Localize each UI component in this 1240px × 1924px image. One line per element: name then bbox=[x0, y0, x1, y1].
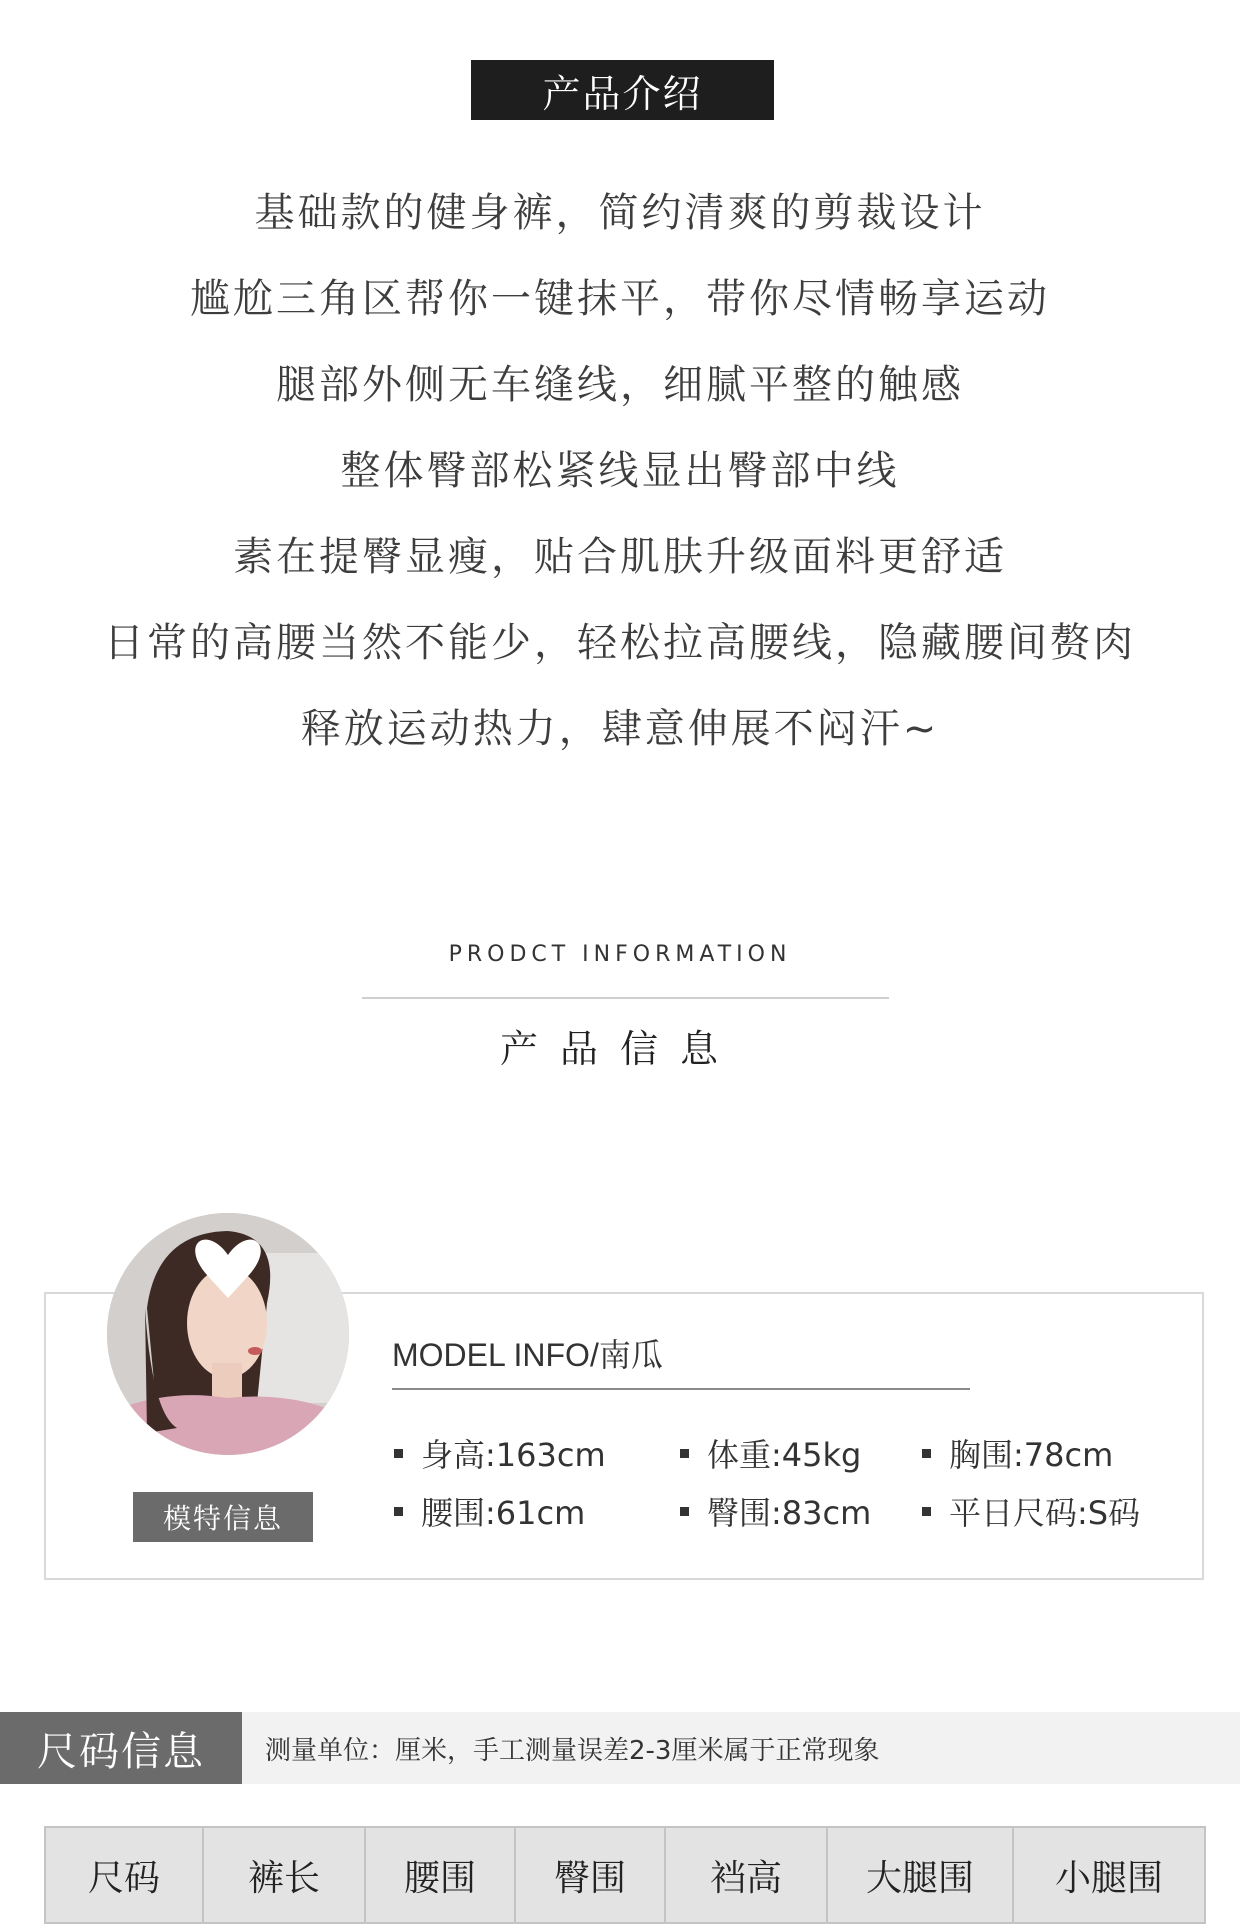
model-info-tag: 模特信息 bbox=[133, 1492, 313, 1542]
size-table-header: 裤长 bbox=[203, 1827, 365, 1923]
model-stat-text: 腰围:61cm bbox=[421, 1494, 586, 1532]
intro-line: 腿部外侧无车缝线，细腻平整的触感 bbox=[276, 362, 964, 408]
bullet-icon bbox=[394, 1507, 403, 1516]
bullet-icon bbox=[680, 1449, 689, 1458]
intro-line: 尴尬三角区帮你一键抹平，带你尽情畅享运动 bbox=[190, 276, 1050, 322]
model-info-title: MODEL INFO/南瓜 bbox=[392, 1337, 663, 1373]
size-table-header: 尺码 bbox=[45, 1827, 203, 1923]
size-table-header: 腰围 bbox=[365, 1827, 515, 1923]
section-title-product-intro: 产品介绍 bbox=[471, 60, 774, 120]
model-stats bbox=[392, 1433, 1182, 1531]
intro-line: 基础款的健身裤，简约清爽的剪裁设计 bbox=[254, 190, 986, 236]
model-stat bbox=[678, 1433, 920, 1473]
model-stat-text: 体重:45kg bbox=[707, 1436, 862, 1474]
model-stat-text: 身高:163cm bbox=[421, 1436, 606, 1474]
product-intro-text bbox=[0, 180, 1240, 782]
model-avatar bbox=[107, 1213, 349, 1455]
intro-line: 释放运动热力，肆意伸展不闷汗~ bbox=[300, 706, 940, 752]
size-table-header: 小腿围 bbox=[1013, 1827, 1205, 1923]
size-table-header: 裆高 bbox=[665, 1827, 827, 1923]
bullet-icon bbox=[922, 1449, 931, 1458]
intro-line: 素在提臀显瘦，贴合肌肤升级面料更舒适 bbox=[233, 534, 1007, 580]
size-info-note: 测量单位：厘米，手工测量误差2-3厘米属于正常现象 bbox=[265, 1735, 880, 1766]
model-stat-text: 胸围:78cm bbox=[949, 1436, 1114, 1474]
model-stat bbox=[920, 1491, 1182, 1531]
model-stat-text: 臀围:83cm bbox=[707, 1494, 872, 1532]
intro-line: 整体臀部松紧线显出臀部中线 bbox=[340, 448, 900, 494]
model-stat bbox=[392, 1491, 678, 1531]
product-info-cn-title: 产品信息 bbox=[499, 1027, 740, 1071]
size-info-label: 尺码信息 bbox=[0, 1712, 242, 1784]
divider bbox=[362, 997, 889, 999]
bullet-icon bbox=[922, 1507, 931, 1516]
model-stat-text: 平日尺码:S码 bbox=[949, 1494, 1141, 1532]
size-table-header: 臀围 bbox=[515, 1827, 665, 1923]
size-table-header: 大腿围 bbox=[827, 1827, 1013, 1923]
model-stat bbox=[920, 1433, 1182, 1473]
size-table bbox=[44, 1826, 1206, 1924]
model-stat bbox=[678, 1491, 920, 1531]
model-stat bbox=[392, 1433, 678, 1473]
bullet-icon bbox=[680, 1507, 689, 1516]
size-table-header-row bbox=[45, 1827, 1205, 1923]
product-info-en-title: PRODCT INFORMATION bbox=[448, 942, 792, 967]
model-photo bbox=[107, 1213, 349, 1455]
divider bbox=[392, 1388, 970, 1390]
bullet-icon bbox=[394, 1449, 403, 1458]
intro-line: 日常的高腰当然不能少，轻松拉高腰线，隐藏腰间赘肉 bbox=[104, 620, 1136, 666]
